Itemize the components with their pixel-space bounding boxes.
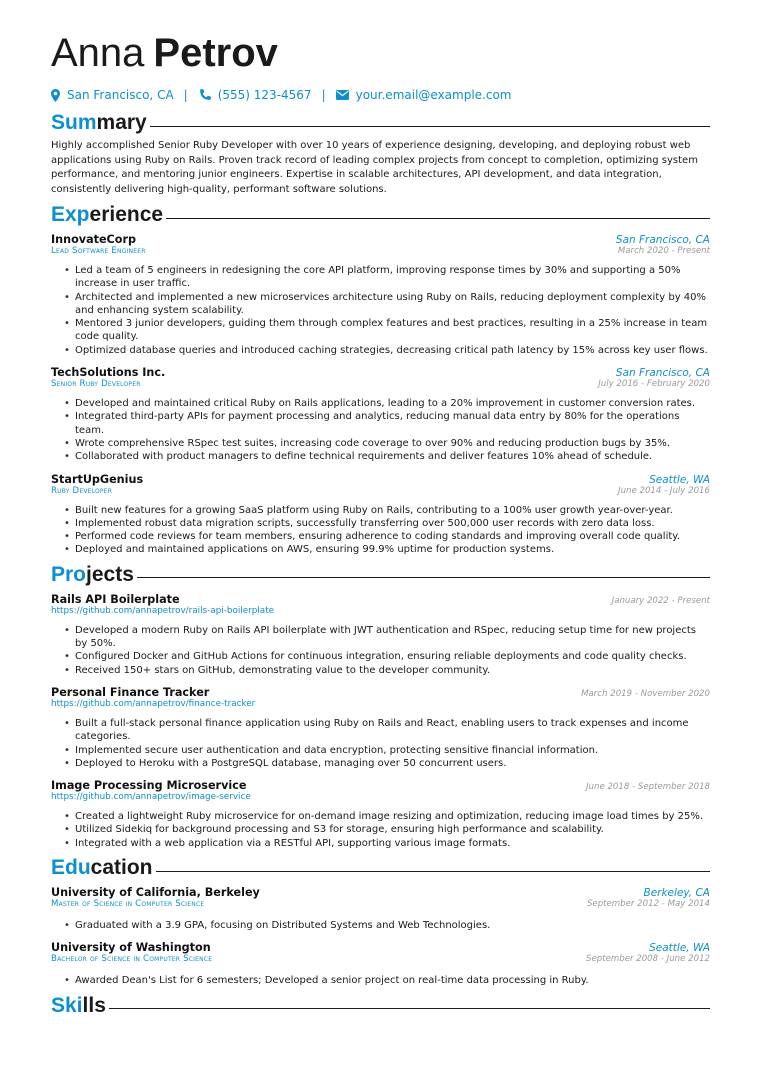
last-name: Petrov [153, 31, 278, 75]
bullet-item: • Developed and maintained critical Ruby on Rails applications, leading to a 20% improvement in customer conversion rates. [64, 397, 710, 410]
bullet-list [51, 919, 710, 932]
location-text: San Francisco, CA [67, 88, 174, 102]
bullet-item: • Integrated with a web application via a RESTful API, supporting various image formats. [64, 837, 710, 850]
bullet-item: • Architected and implemented a new microservices architecture using Ruby on Rails, reducing deployment complexity by 40% and enhancing system scalability. [64, 291, 710, 318]
contact-location [51, 88, 174, 102]
section-rule [109, 1008, 710, 1009]
bullet-item: • Built new features for a growing SaaS platform using Ruby on Rails, contributing to a 100% user growth year-over-year. [64, 504, 710, 517]
job-title: Senior Ruby Developer [51, 379, 141, 390]
project-entry [51, 779, 710, 850]
first-name: Anna [51, 31, 145, 75]
experience-heading: Exp erience [51, 203, 710, 227]
bullet-item: • Configured Docker and GitHub Actions for continuous integration, ensuring reliable deployments and code quality checks. [64, 650, 710, 663]
summary-text: Highly accomplished Senior Ruby Developer with over 10 years of experience designing, developing, and deploying robust web applications using Ruby on Rails. Proven track record of leading complex projects from concept to completion, optimizing system performance, and mentoring junior engineers. Expertise in scalable architectures, API development, and data integration, consistently delivering high-quality, performant software solutions. [51, 140, 698, 195]
experience-list [51, 233, 710, 557]
section-rule [166, 218, 710, 219]
entry-location: Berkeley, CA [643, 887, 710, 900]
education-list [51, 886, 710, 988]
entry-location: Seattle, WA [649, 473, 710, 486]
contact-separator: | [183, 88, 188, 102]
bullet-list [51, 504, 710, 557]
bullet-item: • Optimized database queries and introduced caching strategies, decreasing critical path latency by 15% across key user flows. [64, 344, 710, 357]
degree-name: Bachelor of Science in Computer Science [51, 954, 213, 965]
phone-icon [198, 89, 211, 102]
entry-location: Seattle, WA [649, 942, 710, 955]
bullet-list [51, 624, 710, 677]
bullet-item: • Utilized Sidekiq for background processing and S3 for storage, ensuring high performance and scalability. [64, 823, 710, 836]
email-text: your.email@example.com [355, 88, 512, 102]
section-rule [150, 126, 710, 127]
school-name: University of Washington [51, 941, 211, 955]
bullet-item: • Created a lightweight Ruby microservice for on-demand image resizing and optimization, reducing image load times by 25%. [64, 810, 710, 823]
bullet-list [51, 264, 710, 357]
education-entry [51, 886, 710, 932]
phone-text: (555) 123-4567 [217, 88, 312, 102]
bullet-list [51, 810, 710, 850]
resume-page [51, 30, 710, 1018]
bullet-item: • Deployed to Heroku with a PostgreSQL database, managing over 50 concurrent users. [64, 757, 710, 770]
entry-dates: September 2012 - May 2014 [586, 899, 710, 910]
education-entry [51, 941, 710, 987]
section-rule [137, 577, 710, 578]
contact-line [51, 86, 710, 104]
bullet-item: • Graduated with a 3.9 GPA, focusing on Distributed Systems and Web Technologies. [64, 919, 710, 932]
bullet-item: • Led a team of 5 engineers in redesigning the core API platform, improving response times by 30% and supporting a 50% increase in user traffic. [64, 264, 710, 291]
company-name: StartUpGenius [51, 472, 144, 486]
project-entry [51, 686, 710, 770]
bullet-item: • Collaborated with product managers to define technical requirements and deliver features 10% ahead of schedule. [64, 450, 710, 463]
entry-dates: June 2018 - September 2018 [586, 782, 710, 793]
education-heading: Edu cation [51, 856, 710, 880]
bullet-list [51, 397, 710, 463]
contact-email[interactable] [336, 88, 512, 102]
bullet-item: • Performed code reviews for team members, ensuring adherence to coding standards and improving overall code quality. [64, 530, 710, 543]
entry-dates: July 2016 - February 2020 [598, 379, 710, 390]
degree-name: Master of Science in Computer Science [51, 899, 205, 910]
school-name: University of California, Berkeley [51, 886, 260, 900]
experience-entry [51, 233, 710, 357]
project-name: Personal Finance Tracker [51, 685, 210, 699]
project-link[interactable]: https://github.com/annapetrov/rails-api-boilerplate [51, 605, 275, 616]
project-link[interactable]: https://github.com/annapetrov/image-service [51, 792, 251, 803]
bullet-list [51, 974, 710, 987]
contact-separator: | [321, 88, 326, 102]
bullet-item: • Received 150+ stars on GitHub, demonstrating value to the developer community. [64, 664, 710, 677]
experience-entry [51, 366, 710, 463]
entry-location: San Francisco, CA [615, 234, 710, 246]
bullet-item: • Implemented secure user authentication and data encryption, protecting sensitive financial information. [64, 744, 710, 757]
envelope-icon [336, 90, 349, 100]
entry-dates: March 2019 - November 2020 [581, 688, 710, 699]
bullet-item: • Built a full-stack personal finance application using Ruby on Rails and React, enabling users to track expenses and income categories. [64, 717, 710, 744]
bullet-item: • Integrated third-party APIs for payment processing and analytics, reducing manual data entry by 80% for the operations team. [64, 410, 710, 437]
candidate-name [51, 30, 710, 76]
projects-heading: Pro jects [51, 563, 710, 587]
projects-list [51, 593, 710, 850]
bullet-item: • Wrote comprehensive RSpec test suites, increasing code coverage to over 90% and reducing production bugs by 35%. [64, 437, 710, 450]
map-pin-icon [51, 89, 60, 102]
contact-phone[interactable] [198, 88, 312, 102]
entry-dates: September 2008 - June 2012 [586, 954, 710, 965]
section-rule [156, 871, 710, 872]
bullet-item: • Mentored 3 junior developers, guiding them through complex features and best practices, resulting in a 25% increase in team code quality. [64, 317, 710, 344]
entry-dates: March 2020 - Present [617, 246, 710, 256]
skills-heading: Ski lls [51, 994, 710, 1018]
bullet-item: • Deployed and maintained applications on AWS, ensuring 99.9% uptime for production systems. [64, 543, 710, 556]
entry-dates: January 2022 - Present [611, 595, 710, 606]
project-entry [51, 593, 710, 677]
summary-heading: Sum mary [51, 111, 710, 135]
bullet-item: • Awarded Dean's List for 6 semesters; Developed a senior project on real-time data processing in Ruby. [64, 974, 710, 987]
job-title: Ruby Developer [51, 485, 113, 496]
bullet-item: • Developed a modern Ruby on Rails API boilerplate with JWT authentication and RSpec, reducing setup time for new projects by 50%. [64, 624, 710, 651]
bullet-item: • Implemented robust data migration scripts, successfully transferring over 500,000 user records with zero data loss. [64, 517, 710, 530]
project-name: Rails API Boilerplate [51, 592, 180, 606]
job-title: Lead Software Engineer [51, 246, 146, 256]
experience-entry [51, 473, 710, 557]
project-link[interactable]: https://github.com/annapetrov/finance-tracker [51, 698, 256, 709]
entry-dates: June 2014 - July 2016 [618, 485, 710, 496]
entry-location: San Francisco, CA [615, 367, 710, 380]
bullet-list [51, 717, 710, 770]
company-name: TechSolutions Inc. [51, 366, 166, 380]
company-name: InnovateCorp [51, 233, 136, 246]
project-name: Image Processing Microservice [51, 779, 247, 793]
